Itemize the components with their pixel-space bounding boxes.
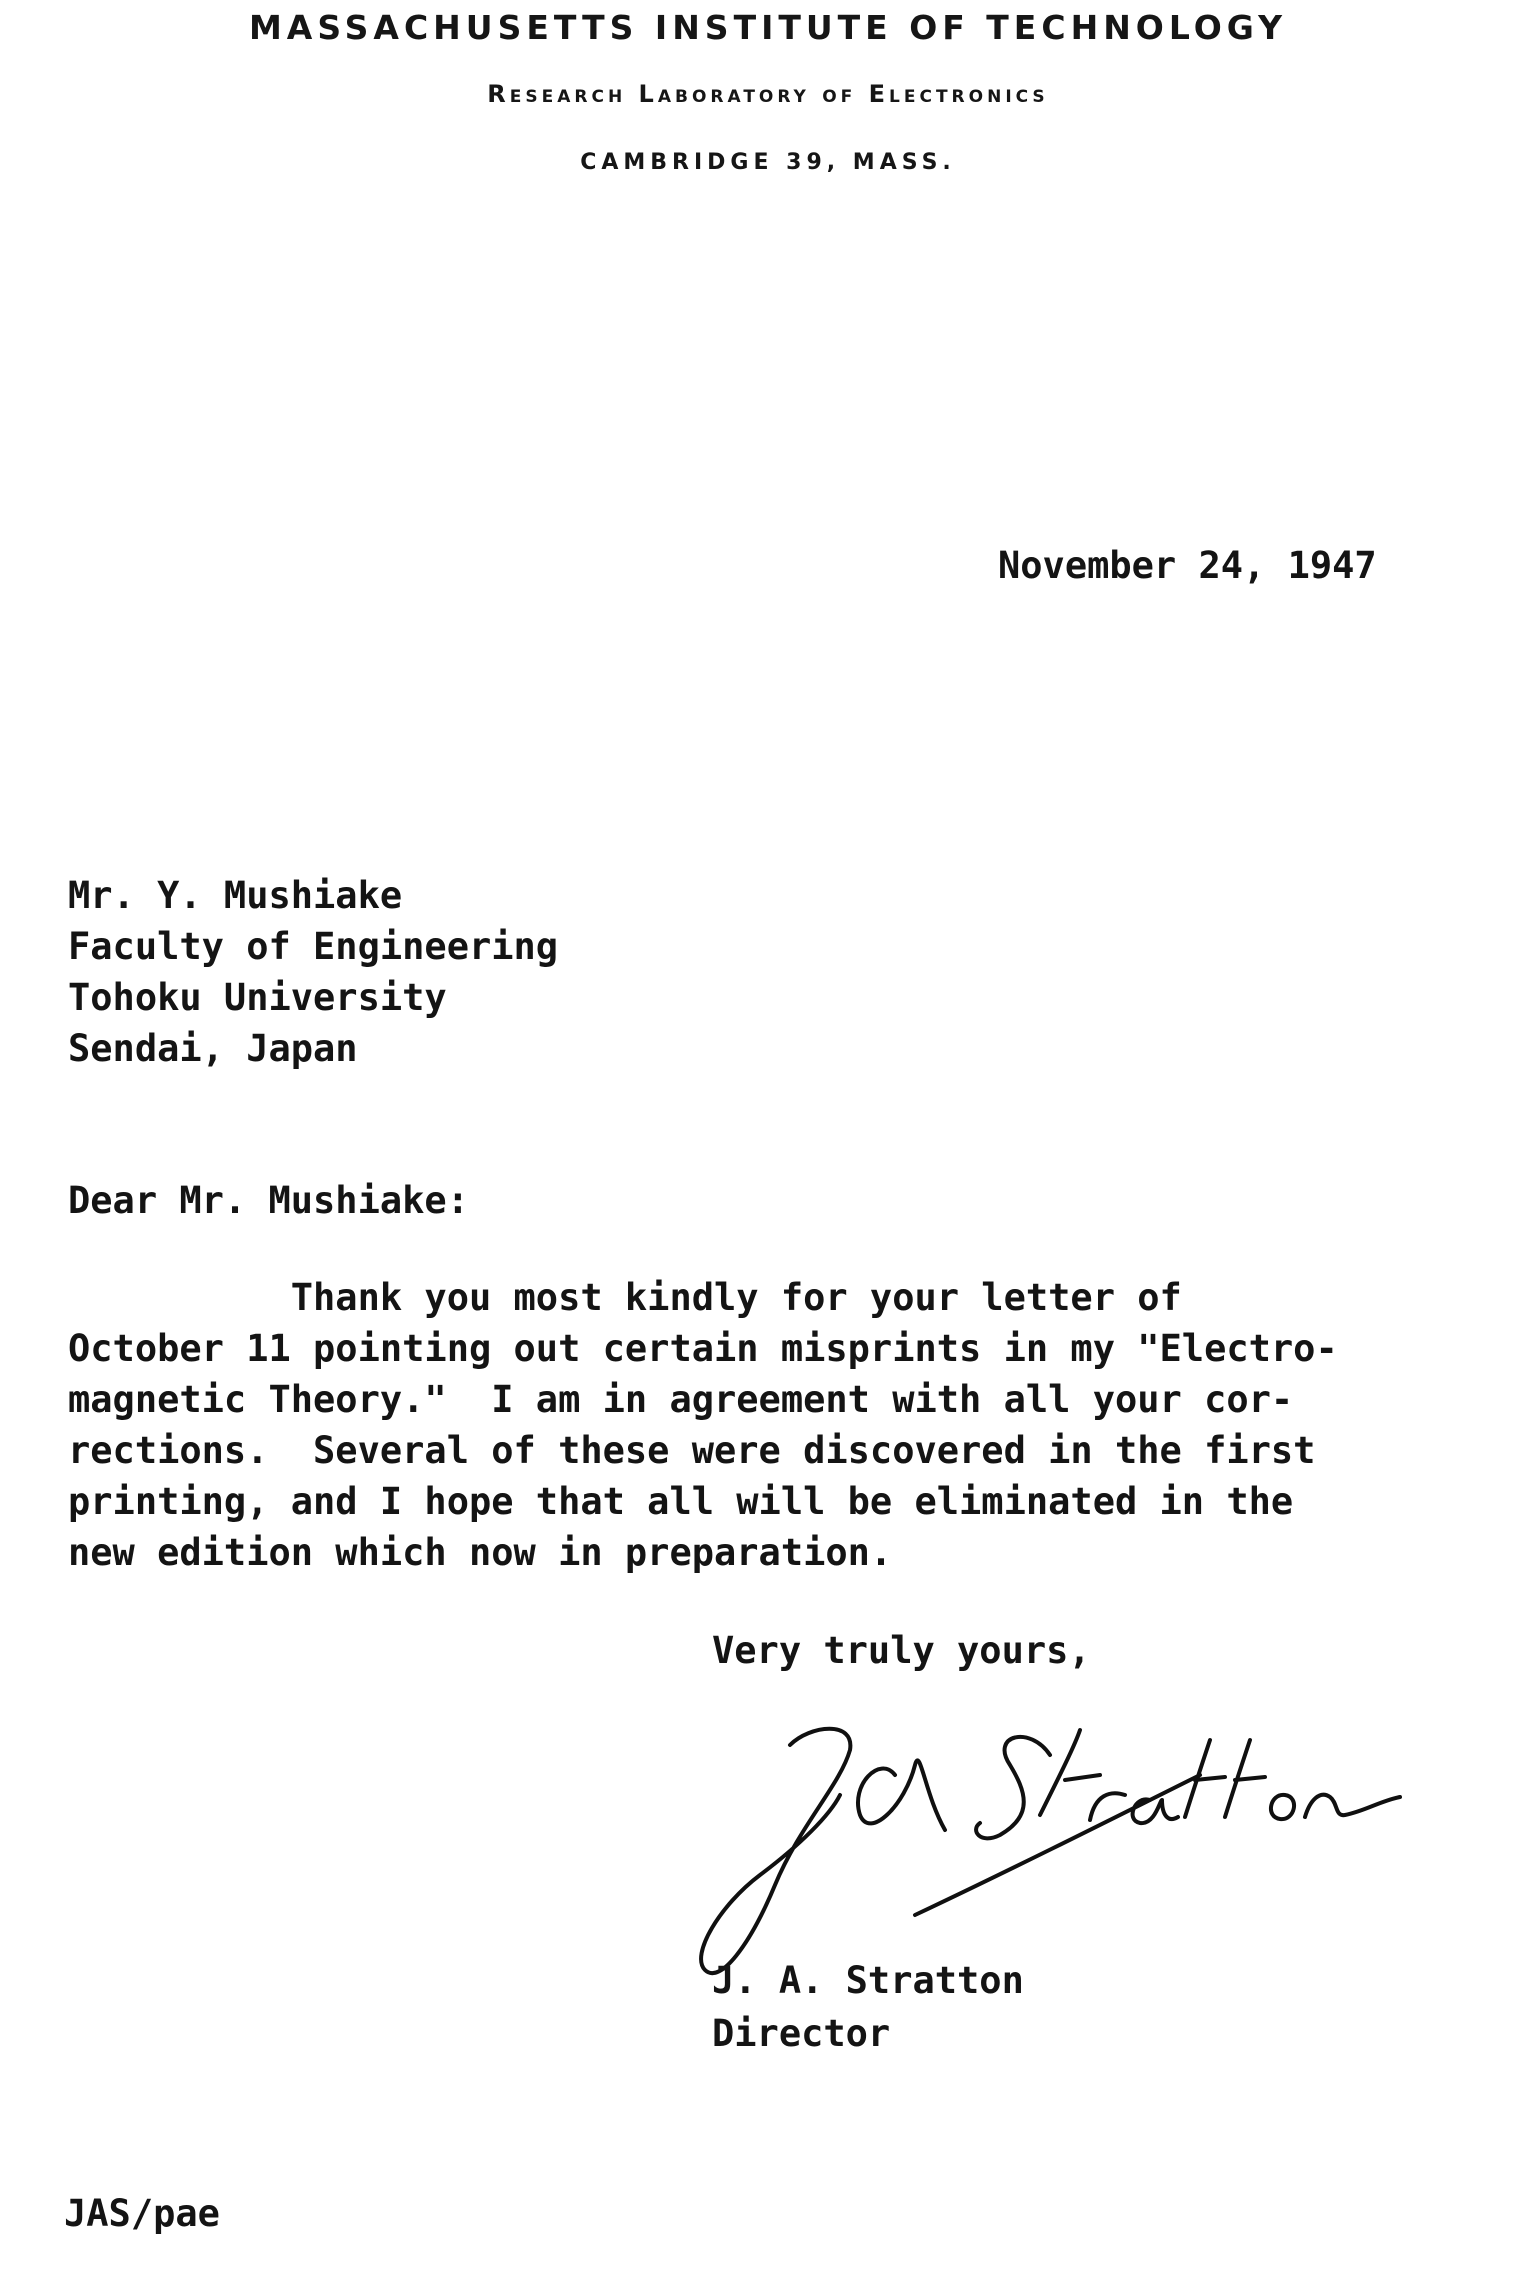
signer-name: J. A. Stratton	[712, 1959, 1024, 2002]
body-line: printing, and I hope that all will be eliminated in the	[68, 1480, 1294, 1523]
recipient-line-faculty: Faculty of Engineering	[68, 925, 559, 968]
recipient-line-city: Sendai, Japan	[68, 1027, 358, 1070]
salutation: Dear Mr. Mushiake:	[68, 1179, 469, 1222]
signer-title: Director	[712, 2012, 891, 2055]
body-line: rections. Several of these were discovered in the first	[68, 1429, 1316, 1472]
letterhead-institute: MASSACHUSETTS INSTITUTE OF TECHNOLOGY	[248, 8, 1288, 47]
letterhead-city: CAMBRIDGE 39, MASS.	[580, 150, 956, 175]
letterhead-laboratory: Research Laboratory of Electronics	[487, 80, 1049, 108]
body-line: October 11 pointing out certain misprints in my "Electro-	[68, 1327, 1338, 1370]
recipient-line-university: Tohoku University	[68, 976, 447, 1019]
closing: Very truly yours,	[712, 1629, 1091, 1672]
body-line: Thank you most kindly for your letter of	[68, 1276, 1182, 1319]
letter-date: November 24, 1947	[998, 544, 1377, 587]
body-line: magnetic Theory." I am in agreement with all your cor-	[68, 1378, 1294, 1421]
body-line: new edition which now in preparation.	[68, 1531, 893, 1574]
recipient-line-name: Mr. Y. Mushiake	[68, 874, 403, 917]
reference-initials: JAS/pae	[64, 2192, 220, 2235]
